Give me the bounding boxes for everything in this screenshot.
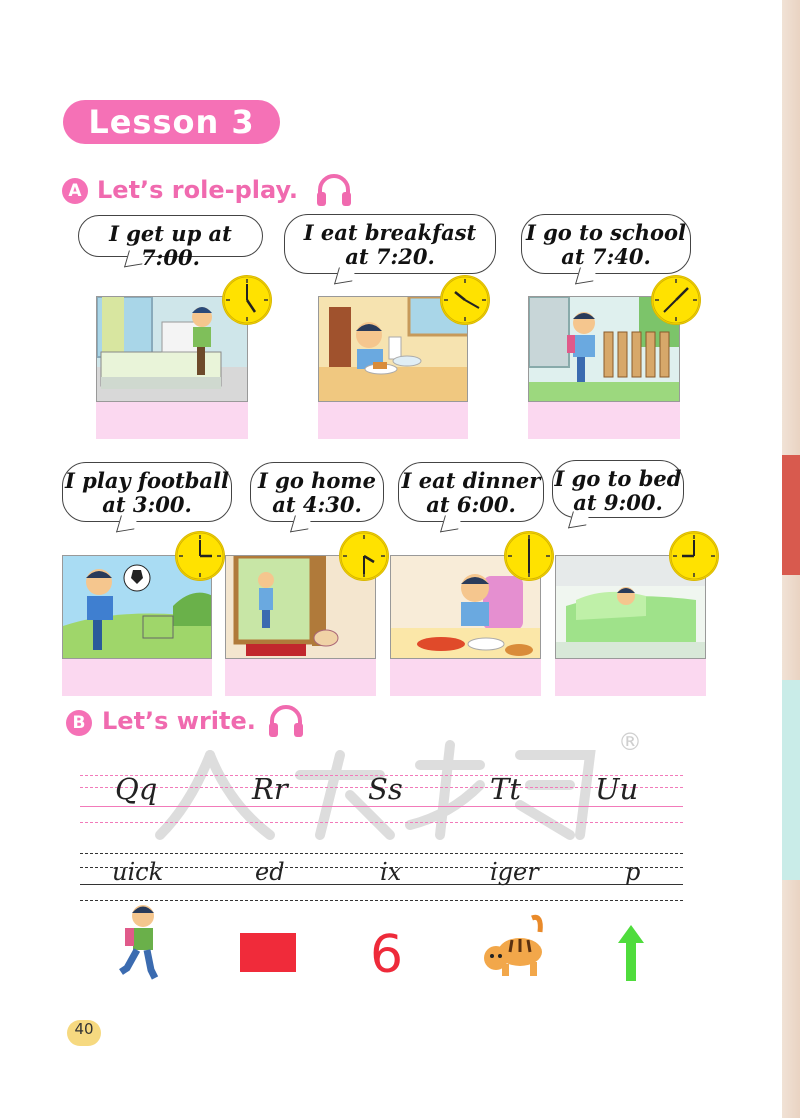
- answer-box[interactable]: [390, 659, 541, 696]
- red-square-picture: [240, 933, 296, 972]
- clock-icon: [505, 532, 553, 580]
- section-b-badge: B: [66, 710, 92, 736]
- section-a-badge: A: [62, 178, 88, 204]
- writing-line: [80, 853, 683, 854]
- letter-pair: Qq: [115, 772, 158, 806]
- page-number: 40: [67, 1020, 101, 1046]
- clock-icon: [176, 532, 224, 580]
- number-six-picture: 6: [370, 925, 404, 985]
- letter-pair: Tt: [490, 772, 521, 806]
- answer-box[interactable]: [528, 402, 680, 439]
- word-ending[interactable]: ix: [380, 858, 402, 886]
- speech-bubble: [78, 215, 263, 270]
- bubble-text: at 3:00.: [102, 492, 192, 517]
- answer-box[interactable]: [555, 659, 706, 696]
- lesson-title: Lesson 3: [88, 103, 255, 141]
- speech-bubble: [398, 462, 544, 522]
- bubble-text: I go home: [258, 468, 376, 493]
- letter-pair: Rr: [252, 772, 288, 806]
- answer-box[interactable]: [318, 402, 468, 439]
- answer-box[interactable]: [62, 659, 212, 696]
- letter-pair: Ss: [368, 772, 403, 806]
- clock-icon: [223, 276, 271, 324]
- clock-icon: [670, 532, 718, 580]
- tiger-picture: [480, 908, 552, 980]
- writing-line: [80, 900, 683, 901]
- up-arrow-picture: [618, 925, 644, 981]
- headphones-icon[interactable]: [266, 703, 306, 739]
- speech-bubble: [552, 460, 684, 518]
- guide-line: [80, 806, 683, 807]
- clock-icon: [652, 276, 700, 324]
- speech-bubble: [62, 462, 232, 522]
- speech-bubble: [284, 214, 496, 274]
- bubble-text: I play football: [65, 468, 229, 493]
- word-ending[interactable]: ed: [255, 858, 285, 886]
- bubble-text: at 6:00.: [426, 492, 516, 517]
- answer-box[interactable]: [96, 402, 248, 439]
- bubble-text: at 7:40.: [561, 244, 651, 269]
- speech-bubble: [521, 214, 691, 274]
- bubble-text: at 7:20.: [345, 244, 435, 269]
- headphones-icon[interactable]: [314, 172, 354, 208]
- guide-line: [80, 822, 683, 823]
- answer-box[interactable]: [225, 659, 376, 696]
- bubble-text: at 9:00.: [573, 490, 663, 515]
- section-a-title: Let’s role-play.: [97, 176, 299, 204]
- bubble-text: I get up at 7:00.: [109, 221, 232, 270]
- word-ending[interactable]: p: [625, 858, 641, 886]
- section-b-title: Let’s write.: [102, 707, 256, 735]
- speech-bubble: [250, 462, 384, 522]
- letter-pair: Uu: [595, 772, 639, 806]
- bubble-text: I eat breakfast: [303, 220, 477, 245]
- page-edge: [782, 0, 800, 1118]
- bubble-text: I go to bed: [554, 466, 682, 491]
- bubble-text: at 4:30.: [272, 492, 362, 517]
- clock-icon: [340, 532, 388, 580]
- lesson-title-pill: [63, 100, 280, 144]
- bubble-text: I go to school: [525, 220, 687, 245]
- word-ending[interactable]: uick: [112, 858, 164, 886]
- running-boy-picture: [115, 902, 163, 982]
- clock-icon: [441, 276, 489, 324]
- word-ending[interactable]: iger: [490, 858, 539, 886]
- bubble-text: I eat dinner: [401, 468, 541, 493]
- registered-mark: ®: [618, 728, 642, 756]
